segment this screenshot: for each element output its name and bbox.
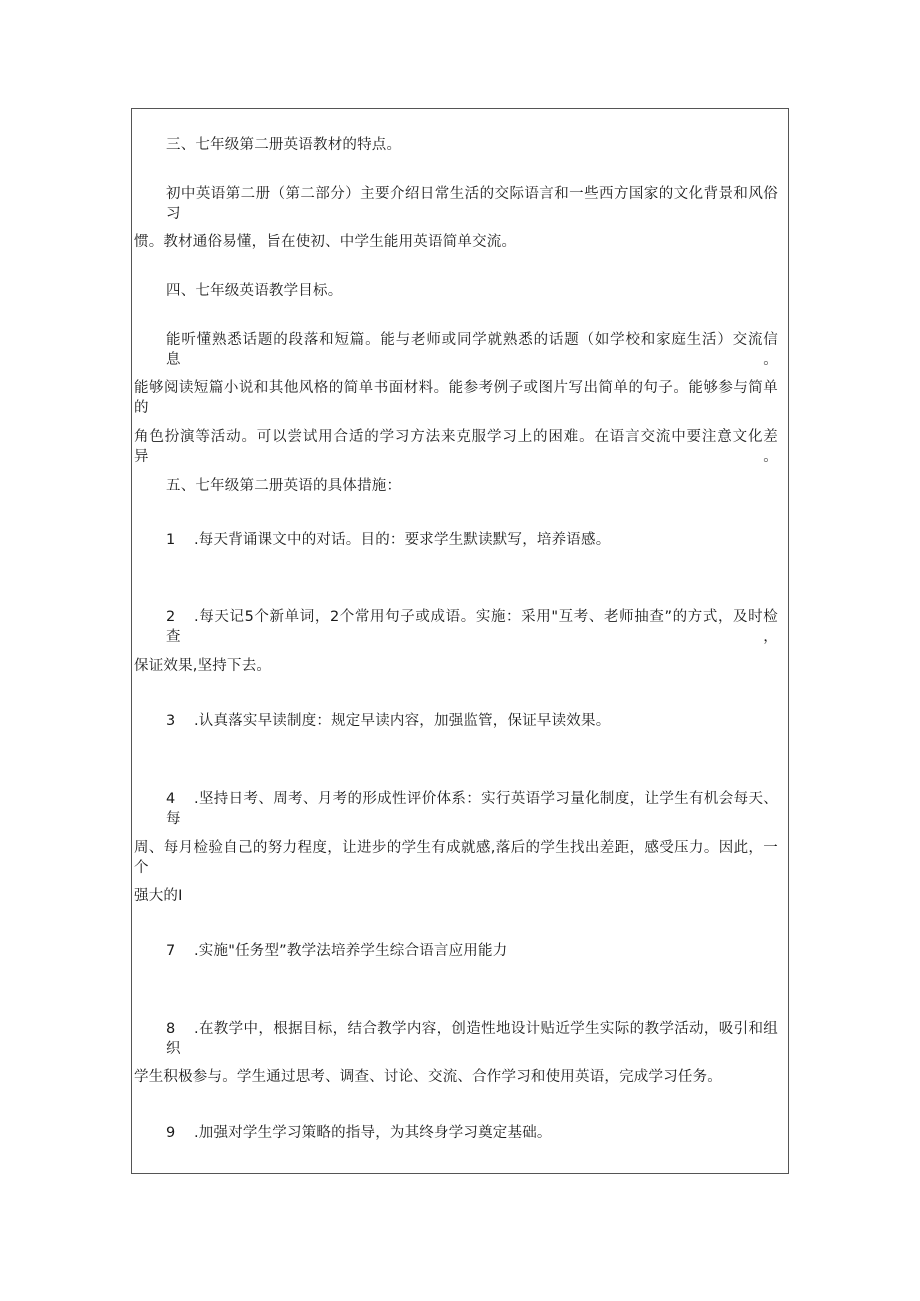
list-item-text: .加强对学生学习策略的指导，为其终身学习奠定基础。	[194, 1125, 552, 1141]
document-frame	[131, 108, 789, 1174]
list-item-number: 8	[166, 1021, 176, 1037]
section-4-heading: 四、七年级英语教学目标。	[166, 283, 343, 299]
list-item	[166, 530, 788, 550]
list-item	[166, 711, 788, 731]
list-item-text: .坚持日考、周考、月考的形成性评价体系：实行英语学习量化制度，让学生有机会每天、每	[166, 791, 778, 827]
list-item-number: 3	[166, 713, 176, 729]
list-item	[166, 941, 788, 961]
section-4-paragraph-line-3: 角色扮演等活动。可以尝试用合适的学习方法来克服学习上的困难。在语言交流中要注意文化差异。	[134, 429, 778, 465]
list-item-number: 7	[166, 943, 176, 959]
list-item-text: .实施"任务型”教学法培养学生综合语言应用能力	[194, 943, 508, 959]
section-3-paragraph-line-2: 惯。教材通俗易懂，旨在使初、中学生能用英语简单交流。	[134, 234, 517, 250]
list-item-number: 4	[166, 791, 176, 807]
list-item-continuation: 保证效果,坚持下去。	[134, 658, 272, 674]
list-item-text: .每天记5个新单词，2个常用句子或成语。实施：采用"互考、老师抽查”的方式，及时检查，	[166, 609, 778, 645]
list-item-text: .每天背诵课文中的对话。目的：要求学生默读默写，培养语感。	[194, 532, 611, 548]
list-item-number: 9	[166, 1125, 176, 1141]
list-item-continuation: 强大的I	[134, 888, 183, 904]
list-item	[166, 1019, 788, 1059]
list-item	[166, 607, 788, 647]
list-item-text: .在教学中，根据目标，结合教学内容，创造性地设计贴近学生实际的教学活动，吸引和组织	[166, 1021, 778, 1057]
list-item-number: 1	[166, 532, 176, 548]
list-item	[166, 1123, 788, 1143]
section-4-paragraph-line-1: 能听懂熟悉话题的段落和短篇。能与老师或同学就熟悉的话题（如学校和家庭生活）交流信息。	[166, 332, 778, 368]
section-5-heading: 五、七年级第二册英语的具体措施：	[166, 478, 402, 494]
list-item-continuation: 学生积极参与。学生通过思考、调查、讨论、交流、合作学习和使用英语，完成学习任务。	[134, 1069, 722, 1085]
list-item-text: .认真落实早读制度：规定早读内容，加强监管，保证早读效果。	[194, 713, 611, 729]
section-3-paragraph-line-1: 初中英语第二册（第二部分）主要介绍日常生活的交际语言和一些西方国家的文化背景和风俗习	[166, 186, 778, 222]
list-item-continuation: 周、每月检验自己的努力程度，让进步的学生有成就感,落后的学生找出差距，感受压力。因此，一个	[134, 840, 778, 876]
section-4-paragraph-line-2: 能够阅读短篇小说和其他风格的简单书面材料。能参考例子或图片写出简单的句子。能够参与简单的	[134, 380, 778, 416]
section-3-heading: 三、七年级第二册英语教材的特点。	[166, 137, 402, 153]
list-item	[166, 789, 788, 829]
list-item-number: 2	[166, 609, 176, 625]
